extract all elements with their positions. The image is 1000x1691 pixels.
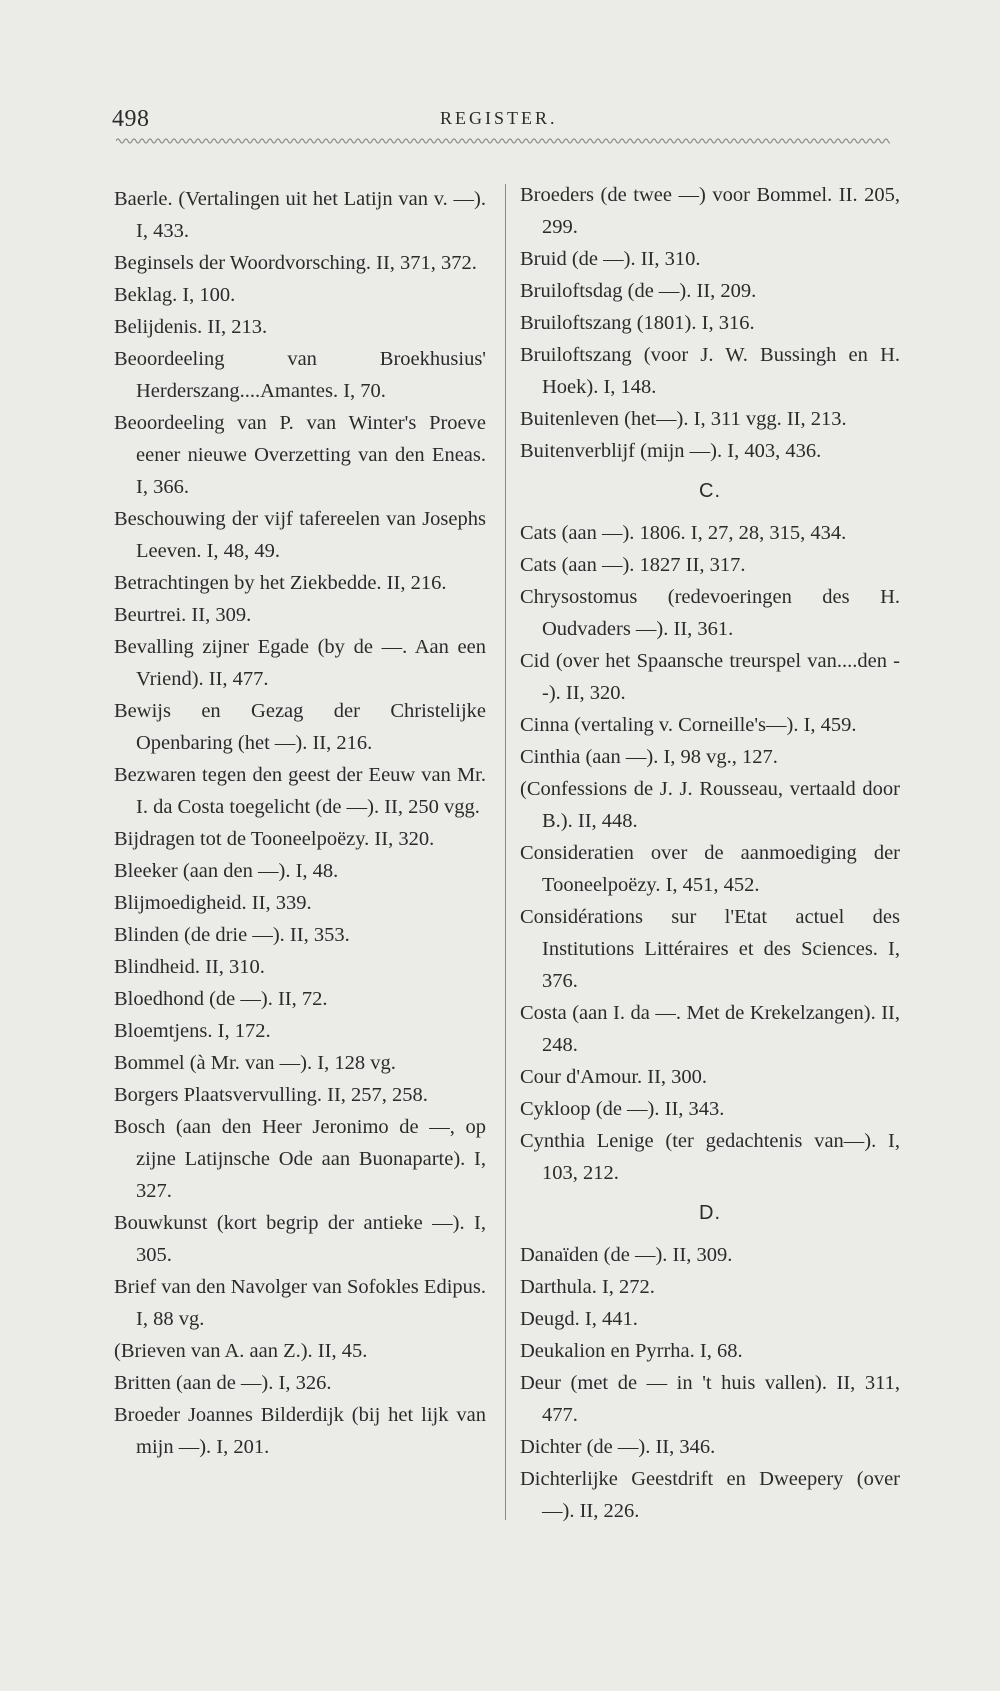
index-entry: Cid (over het Spaansche treurspel van....den --). II, 320.: [520, 650, 900, 704]
index-entry: Costa (aan I. da —. Met de Krekelzangen). II, 248.: [520, 1002, 900, 1056]
index-entry: Darthula. I, 272.: [520, 1276, 655, 1298]
section-c: [520, 517, 900, 1189]
index-entry: Bleeker (aan den —). I, 48.: [114, 860, 339, 882]
wavy-rule: [116, 136, 890, 146]
index-entry: Baerle. (Vertalingen uit het Latijn van v. —). I, 433.: [114, 188, 486, 242]
index-entry: Beoordeeling van Broekhusius' Herderszang....Amantes. I, 70.: [114, 348, 486, 402]
index-entry: Dichterlijke Geestdrift en Dweepery (over —). II, 226.: [520, 1468, 900, 1522]
index-entry: Consideratien over de aanmoediging der Tooneelpoëzy. I, 451, 452.: [520, 842, 900, 896]
index-entry: Beurtrei. II, 309.: [114, 604, 252, 626]
index-entry: Buitenleven (het—). I, 311 vgg. II, 213.: [520, 408, 847, 430]
section-b-continued: [520, 179, 900, 467]
index-entry: Cinthia (aan —). I, 98 vg., 127.: [520, 746, 778, 768]
index-entry: Bosch (aan den Heer Jeronimo de —, op zijne Latijnsche Ode aan Buonaparte). I, 327.: [114, 1116, 486, 1202]
index-entry: Cats (aan —). 1827 II, 317.: [520, 554, 746, 576]
index-entry: Cykloop (de —). II, 343.: [520, 1098, 725, 1120]
index-entry: Cour d'Amour. II, 300.: [520, 1066, 708, 1088]
index-entry: Brief van den Navolger van Sofokles Edipus. I, 88 vg.: [114, 1276, 486, 1330]
index-entry: Bruiloftszang (voor J. W. Bussingh en H. Hoek). I, 148.: [520, 344, 900, 398]
section-d: [520, 1239, 900, 1527]
index-entry: Bloemtjens. I, 172.: [114, 1020, 271, 1042]
index-entry: Beklag. I, 100.: [114, 284, 236, 306]
index-entry: Cinna (vertaling v. Corneille's—). I, 459.: [520, 714, 857, 736]
index-entry: Chrysostomus (redevoeringen des H. Oudvaders —). II, 361.: [520, 586, 900, 640]
index-entry: Blindheid. II, 310.: [114, 956, 265, 978]
page-number: 498: [112, 106, 150, 132]
index-entry: Danaïden (de —). II, 309.: [520, 1244, 733, 1266]
index-entry: Betrachtingen by het Ziekbedde. II, 216.: [114, 572, 447, 594]
index-entry: Considérations sur l'Etat actuel des Institutions Littéraires et des Sciences. I, 376.: [520, 906, 900, 992]
index-entry: Deur (met de — in 't huis vallen). II, 311, 477.: [520, 1372, 900, 1426]
index-entry: Bijdragen tot de Tooneelpoëzy. II, 320.: [114, 828, 435, 850]
running-head: REGISTER.: [440, 108, 558, 128]
letter-heading-c: C.: [699, 480, 721, 502]
index-entry: Bouwkunst (kort begrip der antieke —). I, 305.: [114, 1212, 486, 1266]
index-entry: Beschouwing der vijf tafereelen van Josephs Leeven. I, 48, 49.: [114, 508, 486, 562]
index-entry: Bewijs en Gezag der Christelijke Openbaring (het —). II, 216.: [114, 700, 486, 754]
column-divider: [505, 184, 506, 1520]
index-entry: Borgers Plaatsvervulling. II, 257, 258.: [114, 1084, 428, 1106]
index-entry: Bruiloftsdag (de —). II, 209.: [520, 280, 757, 302]
index-entry: Broeder Joannes Bilderdijk (bij het lijk van mijn —). I, 201.: [114, 1404, 486, 1458]
index-entry: Cats (aan —). 1806. I, 27, 28, 315, 434.: [520, 522, 847, 544]
index-entry: Bommel (à Mr. van —). I, 128 vg.: [114, 1052, 396, 1074]
index-entry: Bloedhond (de —). II, 72.: [114, 988, 328, 1010]
index-entry: Bezwaren tegen den geest der Eeuw van Mr. I. da Costa toegelicht (de —). II, 250 vgg.: [114, 764, 486, 818]
index-entry: Blinden (de drie —). II, 353.: [114, 924, 350, 946]
index-entry: Belijdenis. II, 213.: [114, 316, 268, 338]
index-entry: Beoordeeling van P. van Winter's Proeve eener nieuwe Overzetting van den Eneas. I, 366.: [114, 412, 486, 498]
index-entry: Deukalion en Pyrrha. I, 68.: [520, 1340, 743, 1362]
index-entry: (Confessions de J. J. Rousseau, vertaald door B.). II, 448.: [520, 778, 900, 832]
index-column-left: [114, 183, 486, 1463]
index-entry: Beginsels der Woordvorsching. II, 371, 372.: [114, 252, 477, 274]
index-entry: Broeders (de twee —) voor Bommel. II. 205, 299.: [520, 184, 900, 238]
index-column-right: [520, 179, 900, 1527]
index-entry: Buitenverblijf (mijn —). I, 403, 436.: [520, 440, 822, 462]
index-entry: Blijmoedigheid. II, 339.: [114, 892, 312, 914]
index-entry: Britten (aan de —). I, 326.: [114, 1372, 332, 1394]
index-entry: (Brieven van A. aan Z.). II, 45.: [114, 1340, 368, 1362]
index-entry: Bruid (de —). II, 310.: [520, 248, 701, 270]
letter-heading-d: D.: [699, 1202, 721, 1224]
index-entry: Bevalling zijner Egade (by de —. Aan een Vriend). II, 477.: [114, 636, 486, 690]
index-entry: Cynthia Lenige (ter gedachtenis van—). I, 103, 212.: [520, 1130, 900, 1184]
index-entry: Deugd. I, 441.: [520, 1308, 638, 1330]
index-entry: Bruiloftszang (1801). I, 316.: [520, 312, 755, 334]
index-entry: Dichter (de —). II, 346.: [520, 1436, 716, 1458]
